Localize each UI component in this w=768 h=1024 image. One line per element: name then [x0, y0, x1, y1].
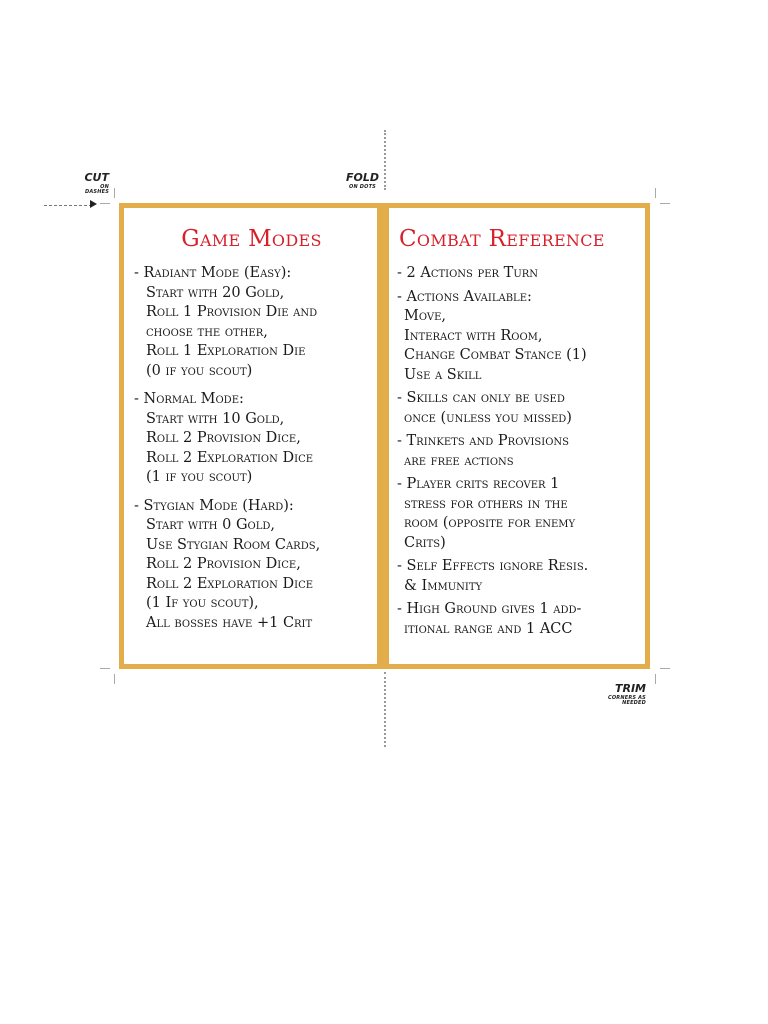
entry-line: stress for others in the [404, 495, 568, 512]
cut-arrow-icon [90, 200, 97, 208]
entry-line: Change Combat Stance (1) [404, 347, 587, 363]
entry-heading: - Normal Mode: [134, 391, 244, 407]
entry-line: Start with 20 Gold, [146, 284, 285, 301]
entry-heading: - Self Effects ignore Resis. [397, 558, 589, 574]
cut-dash-line [44, 205, 92, 206]
fold-line-bottom [384, 672, 386, 747]
fold-subtitle: ON DOTS [349, 184, 376, 190]
entry-line: are free actions [404, 452, 514, 469]
entry-line: All bosses have +1 Crit [146, 614, 313, 631]
entry-heading: - Radiant Mode (Easy): [134, 265, 292, 281]
crop-tick [114, 188, 115, 198]
game-modes-list [134, 264, 369, 633]
entry-line: & Immunity [404, 577, 483, 594]
trim-mark-label [586, 683, 646, 706]
fold-mark-label [346, 171, 380, 190]
crop-tick [114, 674, 115, 684]
card-fold-divider [377, 203, 389, 669]
entry-line: Roll 2 Exploration Dice [146, 575, 314, 592]
list-item [134, 497, 369, 634]
entry-line: (1 If you scout), [146, 595, 259, 611]
entry-heading: - High Ground gives 1 add- [397, 601, 582, 617]
trim-title: TRIM [614, 682, 646, 695]
combat-reference-list [397, 264, 641, 639]
cut-title: CUT [84, 171, 109, 184]
list-item [397, 557, 641, 596]
fold-title: FOLD [346, 171, 380, 184]
entry-heading: - Skills can only be used [397, 390, 565, 406]
entry-line: Interact with Room, [404, 327, 543, 344]
entry-line: itional range and 1 ACC [404, 620, 573, 637]
crop-tick [660, 203, 670, 204]
entry-line: once (unless you missed) [404, 409, 572, 426]
entry-line: Use a Skill [404, 366, 482, 383]
entry-line: Move, [404, 308, 446, 324]
entry-heading: - Trinkets and Provisions [397, 433, 569, 449]
entry-heading: - Player crits recover 1 [397, 476, 560, 492]
entry-line: Roll 2 Provision Dice, [146, 556, 301, 572]
list-item [397, 600, 641, 639]
entry-line: (0 if you scout) [146, 362, 253, 379]
list-item [397, 475, 641, 553]
entry-line: Use Stygian Room Cards, [146, 536, 321, 553]
entry-heading: - 2 Actions per Turn [397, 265, 539, 281]
entry-line: room (opposite for enemy [404, 515, 576, 531]
trim-subtitle: CORNERS AS NEEDED [607, 695, 646, 706]
game-modes-title: Game Modes [181, 226, 322, 252]
entry-line: Roll 2 Provision Dice, [146, 430, 301, 446]
fold-line-top [384, 130, 386, 190]
crop-tick [100, 203, 110, 204]
entry-heading: - Stygian Mode (Hard): [134, 497, 294, 514]
cut-mark-label [77, 172, 109, 195]
entry-line: (1 if you scout) [146, 469, 253, 485]
entry-line: Crits) [404, 534, 446, 551]
combat-reference-panel [389, 208, 645, 643]
cut-subtitle: ON DASHES [84, 184, 109, 195]
entry-heading: - Actions Available: [397, 288, 532, 305]
list-item [134, 264, 369, 381]
crop-tick [660, 668, 670, 669]
entry-line: Start with 0 Gold, [146, 517, 276, 533]
crop-tick [655, 674, 656, 684]
entry-line: Roll 1 Provision Die and [146, 304, 318, 320]
entry-line: Roll 1 Exploration Die [146, 343, 306, 359]
crop-tick [100, 668, 110, 669]
entry-line: choose the other, [146, 323, 268, 340]
list-item [397, 288, 641, 386]
list-item [397, 432, 641, 471]
list-item [397, 389, 641, 428]
entry-line: Start with 10 Gold, [146, 410, 285, 427]
game-modes-panel [124, 208, 377, 642]
entry-line: Roll 2 Exploration Dice [146, 449, 314, 466]
combat-reference-title: Combat Reference [399, 226, 605, 252]
list-item [134, 390, 369, 488]
list-item [397, 264, 641, 284]
crop-tick [655, 188, 656, 198]
